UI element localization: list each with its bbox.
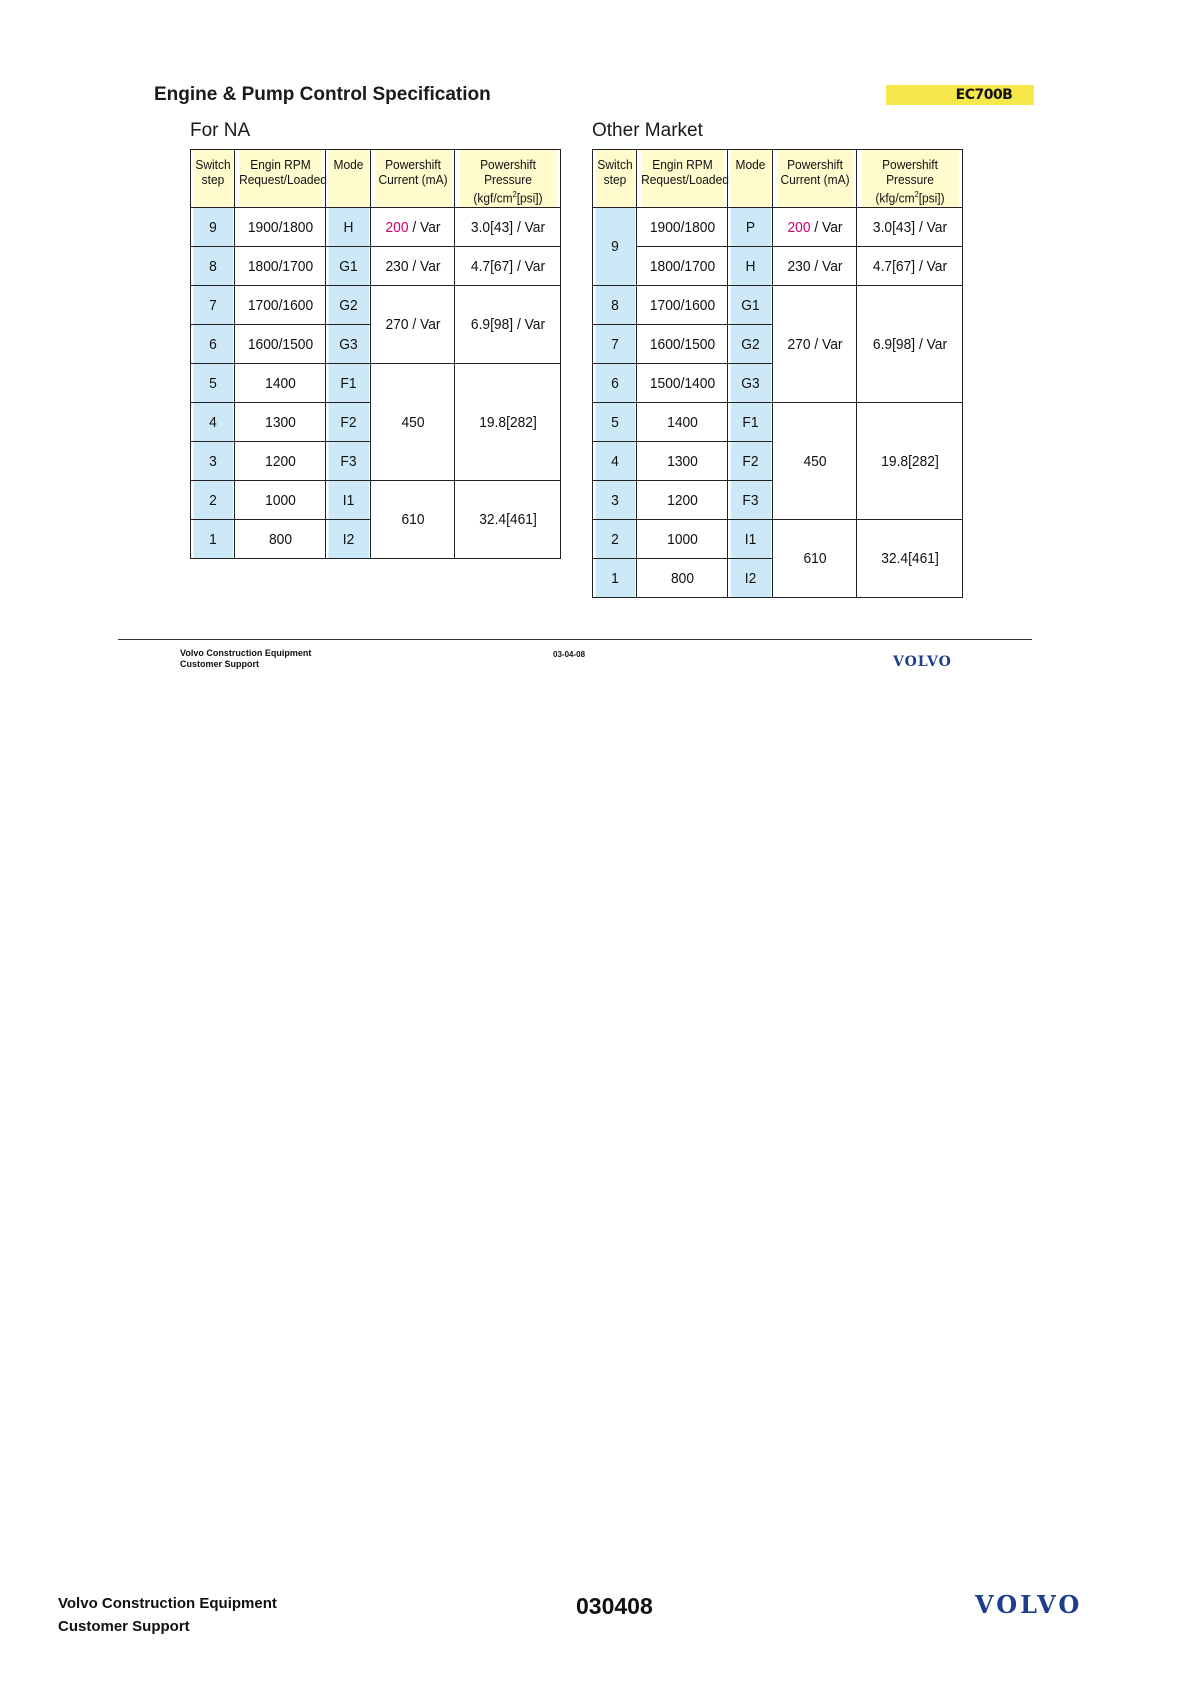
rpm-cell: 1800/1700 (238, 247, 322, 286)
mode-cell: I2 (729, 559, 770, 598)
rpm-cell: 1500/1400 (640, 364, 724, 403)
step-cell: 3 (192, 442, 232, 481)
step-cell: 9 (192, 208, 232, 247)
slide-footer-dept: Customer Support (180, 659, 260, 669)
mode-cell: G2 (729, 325, 770, 364)
page-footer-company-name: Volvo Construction Equipment (58, 1595, 277, 1612)
rpm-cell: 1300 (238, 403, 322, 442)
col-header-current: Powershift Current (mA) (374, 150, 451, 208)
step-cell: 4 (594, 442, 634, 481)
slide-footer-date: 03-04-08 (553, 650, 586, 659)
step-cell: 8 (594, 286, 634, 325)
rpm-cell: 1000 (238, 481, 322, 520)
step-cell: 7 (192, 286, 232, 325)
step-cell: 4 (192, 403, 232, 442)
step-cell: 2 (192, 481, 232, 520)
mode-cell: G2 (327, 286, 368, 325)
other-spec-table (592, 149, 963, 598)
table-row (593, 247, 963, 286)
volvo-logo-small: VOLVO (893, 654, 952, 670)
na-section-title: For NA (190, 120, 251, 141)
mode-cell: F2 (327, 403, 368, 442)
current-cell: 270 / Var (776, 286, 853, 403)
table-row (593, 403, 963, 442)
col-header-mode: Mode (327, 150, 368, 208)
current-cell: 230 / Var (374, 247, 451, 286)
rpm-cell: 1300 (640, 442, 724, 481)
table-header-row (191, 150, 561, 208)
mode-cell: H (729, 247, 770, 286)
pressure-cell: 19.8[282] (459, 364, 557, 481)
mode-cell: F1 (327, 364, 368, 403)
table-row (191, 481, 561, 520)
mode-cell: F3 (729, 481, 770, 520)
col-header-pressure: Powershift Pressure $(kfg/cm^2[psi])$ (861, 150, 959, 208)
mode-cell: F2 (729, 442, 770, 481)
slide-footer-company-name: Volvo Construction Equipment (180, 648, 312, 658)
step-cell: 1 (192, 520, 232, 559)
col-header-pressure: Powershift Pressure $(kgf/cm^2[psi])$ (459, 150, 557, 208)
table-row (593, 286, 963, 325)
pressure-cell: 19.8[282] (861, 403, 959, 520)
pressure-cell: 6.9[98] / Var (861, 286, 959, 403)
step-cell: 3 (594, 481, 634, 520)
volvo-logo: VOLVO (975, 1590, 1083, 1619)
mode-cell: F3 (327, 442, 368, 481)
slide-footer-company (180, 648, 311, 670)
pressure-cell: 32.4[461] (861, 520, 959, 598)
rpm-cell: 1600/1500 (238, 325, 322, 364)
page-title: Engine & Pump Control Specification (154, 84, 491, 105)
rpm-cell: 1700/1600 (238, 286, 322, 325)
table-row (191, 208, 561, 247)
table-row (191, 286, 561, 325)
rpm-cell: 1700/1600 (640, 286, 724, 325)
current-cell: 200 / Var (776, 208, 853, 247)
table-row (191, 364, 561, 403)
other-section-title: Other Market (592, 120, 703, 141)
col-header-mode: Mode (729, 150, 770, 208)
col-header-current: Powershift Current (mA) (776, 150, 853, 208)
step-cell: 5 (594, 403, 634, 442)
table-row (191, 247, 561, 286)
col-header-rpm: Engin RPM Request/Loaded (640, 150, 724, 208)
pressure-cell: 6.9[98] / Var (459, 286, 557, 364)
pressure-cell: 4.7[67] / Var (861, 247, 959, 286)
table-row (593, 208, 963, 247)
mode-cell: I1 (327, 481, 368, 520)
step-cell: 5 (192, 364, 232, 403)
step-cell: 6 (192, 325, 232, 364)
col-header-rpm: Engin RPM Request/Loaded (238, 150, 322, 208)
pressure-cell: 3.0[43] / Var (861, 208, 959, 247)
col-header-switch: Switch step (192, 150, 232, 208)
rpm-cell: 800 (238, 520, 322, 559)
pressure-cell: 4.7[67] / Var (459, 247, 557, 286)
rpm-cell: 1200 (640, 481, 724, 520)
mode-cell: F1 (729, 403, 770, 442)
mode-cell: G1 (729, 286, 770, 325)
rpm-cell: 1400 (640, 403, 724, 442)
rpm-cell: 1400 (238, 364, 322, 403)
mode-cell: P (729, 208, 770, 247)
rpm-cell: 1800/1700 (640, 247, 724, 286)
footer-divider (118, 639, 1032, 640)
page-footer-date: 030408 (576, 1593, 653, 1619)
rpm-cell: 800 (640, 559, 724, 598)
rpm-cell: 1900/1800 (238, 208, 322, 247)
current-cell: 610 (776, 520, 853, 598)
col-header-switch: Switch step (594, 150, 634, 208)
page-footer-dept: Customer Support (58, 1618, 190, 1635)
rpm-cell: 1000 (640, 520, 724, 559)
mode-cell: G1 (327, 247, 368, 286)
mode-cell: H (327, 208, 368, 247)
step-cell: 7 (594, 325, 634, 364)
step-cell: 8 (192, 247, 232, 286)
pressure-cell: 3.0[43] / Var (459, 208, 557, 247)
mode-cell: I1 (729, 520, 770, 559)
mode-cell: I2 (327, 520, 368, 559)
current-cell: 610 (374, 481, 451, 559)
mode-cell: G3 (729, 364, 770, 403)
current-cell: 270 / Var (374, 286, 451, 364)
page-footer-company (58, 1592, 277, 1638)
table-header-row (593, 150, 963, 208)
rpm-cell: 1200 (238, 442, 322, 481)
model-badge: EC700B (886, 85, 1034, 105)
current-cell: 450 (374, 364, 451, 481)
rpm-cell: 1600/1500 (640, 325, 724, 364)
current-cell: 450 (776, 403, 853, 520)
current-cell: 230 / Var (776, 247, 853, 286)
current-cell: 200 / Var (374, 208, 451, 247)
mode-cell: G3 (327, 325, 368, 364)
table-row (593, 520, 963, 559)
step-cell: 1 (594, 559, 634, 598)
step-cell: 2 (594, 520, 634, 559)
step-cell: 6 (594, 364, 634, 403)
step-cell: 9 (594, 208, 634, 286)
na-spec-table (190, 149, 561, 559)
rpm-cell: 1900/1800 (640, 208, 724, 247)
pressure-cell: 32.4[461] (459, 481, 557, 559)
